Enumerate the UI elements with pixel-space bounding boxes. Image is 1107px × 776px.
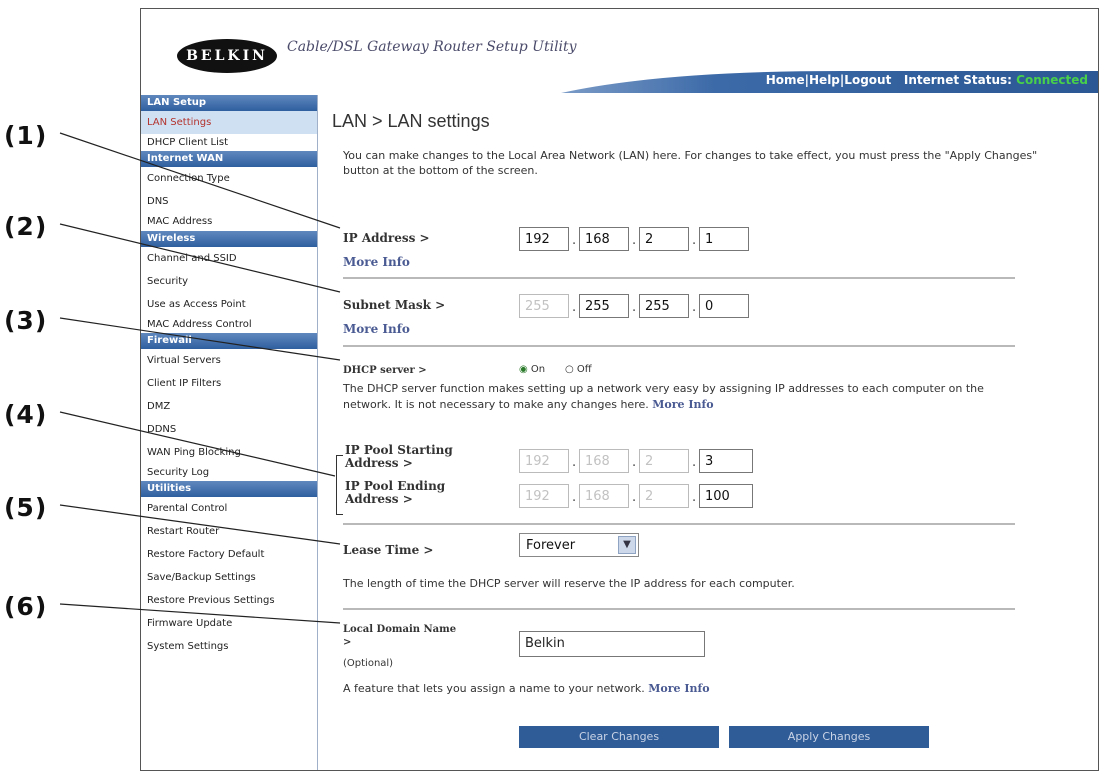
ip-octet-2[interactable]: 168 — [579, 227, 629, 251]
sidebar-item-channel-ssid[interactable]: Channel and SSID — [147, 253, 237, 264]
sidebar-item-wan-ping-blocking[interactable]: WAN Ping Blocking — [147, 447, 241, 458]
ip-dot: . — [572, 233, 577, 248]
domain-label — [343, 623, 456, 649]
pool-dot: . — [632, 490, 637, 505]
subnet-octet-2[interactable]: 255 — [579, 294, 629, 318]
annotation-3: (3) — [4, 306, 48, 335]
subnet-mask-label: Subnet Mask > — [343, 298, 446, 312]
pool-start-octet-3: 2 — [639, 449, 689, 473]
belkin-logo: BELKIN — [177, 39, 277, 73]
divider — [343, 608, 1015, 610]
utility-title: Cable/DSL Gateway Router Setup Utility — [287, 39, 577, 55]
main-content — [319, 95, 1098, 770]
sidebar-item-security-log[interactable]: Security Log — [147, 467, 210, 478]
home-link[interactable]: Home — [765, 73, 805, 87]
pool-dot: . — [572, 455, 577, 470]
dhcp-off-radio[interactable] — [565, 364, 592, 375]
subnet-octet-3[interactable]: 255 — [639, 294, 689, 318]
sidebar — [141, 95, 318, 770]
ip-octet-4[interactable]: 1 — [699, 227, 749, 251]
sidebar-item-security[interactable]: Security — [147, 276, 189, 287]
internet-status-label: Internet Status: — [903, 73, 1012, 87]
annotation-2: (2) — [4, 212, 48, 241]
pool-start-octet-2: 168 — [579, 449, 629, 473]
subnet-dot: . — [692, 300, 697, 315]
sidebar-section-lan-setup: LAN Setup — [141, 95, 317, 111]
dhcp-more-info-link[interactable]: More Info — [652, 398, 714, 411]
router-setup-window — [140, 8, 1099, 771]
annotation-4: (4) — [4, 400, 48, 429]
subnet-dot: . — [572, 300, 577, 315]
sidebar-item-parental-control[interactable]: Parental Control — [147, 503, 228, 514]
domain-optional-text: (Optional) — [343, 658, 394, 669]
dhcp-server-label: DHCP server > — [343, 365, 427, 376]
annotation-5: (5) — [4, 493, 48, 522]
sidebar-section-wireless: Wireless — [141, 231, 317, 247]
chevron-down-icon[interactable]: ▼ — [618, 536, 636, 554]
radio-unselected-icon: ○ — [565, 364, 574, 375]
sidebar-item-lan-settings[interactable]: LAN Settings — [141, 111, 317, 134]
pool-end-octet-4[interactable]: 100 — [699, 484, 753, 508]
pool-dot: . — [692, 455, 697, 470]
top-links: Home|Help|Logout Internet Status: Connected — [765, 73, 1088, 87]
sidebar-item-system-settings[interactable]: System Settings — [147, 641, 229, 652]
sidebar-item-restore-previous-settings[interactable]: Restore Previous Settings — [147, 595, 275, 606]
dhcp-on-radio[interactable] — [519, 364, 545, 375]
sidebar-item-client-ip-filters[interactable]: Client IP Filters — [147, 378, 222, 389]
pool-end-label-line1: IP Pool Ending — [345, 479, 446, 493]
domain-label-line1: Local Domain Name — [343, 624, 457, 635]
sidebar-item-access-point[interactable]: Use as Access Point — [147, 299, 246, 310]
sidebar-item-dmz[interactable]: DMZ — [147, 401, 171, 412]
annotation-1: (1) — [4, 121, 48, 150]
pool-end-label-line2: Address > — [345, 492, 413, 506]
subnet-octet-4[interactable]: 0 — [699, 294, 749, 318]
dhcp-description — [343, 381, 1033, 413]
sidebar-item-restore-factory-default[interactable]: Restore Factory Default — [147, 549, 265, 560]
sidebar-item-virtual-servers[interactable]: Virtual Servers — [147, 355, 221, 366]
sidebar-item-firmware-update[interactable]: Firmware Update — [147, 618, 233, 629]
pool-start-octet-4[interactable]: 3 — [699, 449, 753, 473]
annotation-6: (6) — [4, 592, 48, 621]
domain-more-info-link[interactable]: More Info — [648, 682, 710, 695]
sidebar-item-dns[interactable]: DNS — [147, 196, 169, 207]
sidebar-item-save-backup-settings[interactable]: Save/Backup Settings — [147, 572, 256, 583]
sidebar-section-utilities: Utilities — [141, 481, 317, 497]
divider — [343, 345, 1015, 347]
dhcp-off-label: Off — [576, 364, 592, 375]
pool-dot: . — [572, 490, 577, 505]
lease-time-select[interactable] — [519, 533, 639, 557]
apply-changes-button[interactable]: Apply Changes — [729, 726, 929, 748]
sidebar-section-internet-wan: Internet WAN — [141, 151, 317, 167]
dhcp-on-label: On — [530, 364, 546, 375]
ip-address-more-info-link[interactable]: More Info — [343, 255, 410, 269]
pool-end-octet-1: 192 — [519, 484, 569, 508]
ip-octet-3[interactable]: 2 — [639, 227, 689, 251]
pool-start-label-line1: IP Pool Starting — [345, 443, 453, 457]
pool-dot: . — [632, 455, 637, 470]
sidebar-section-firewall: Firewall — [141, 333, 317, 349]
internet-status-value: Connected — [1016, 73, 1088, 87]
ip-dot: . — [632, 233, 637, 248]
domain-description — [343, 681, 710, 697]
domain-name-input[interactable]: Belkin — [519, 631, 705, 657]
lease-time-label: Lease Time > — [343, 543, 434, 557]
sidebar-item-connection-type[interactable]: Connection Type — [147, 173, 230, 184]
pool-start-label-line2: Address > — [345, 456, 413, 470]
clear-changes-button[interactable]: Clear Changes — [519, 726, 719, 748]
logout-link[interactable]: Logout — [844, 73, 892, 87]
pool-dot: . — [692, 490, 697, 505]
pool-start-octet-1: 192 — [519, 449, 569, 473]
ip-address-label: IP Address > — [343, 231, 430, 245]
page-title: LAN > LAN settings — [332, 111, 490, 131]
domain-label-line2: > — [343, 637, 352, 648]
pool-end-label — [345, 480, 445, 506]
lease-time-value: Forever — [526, 538, 576, 553]
sidebar-item-mac-address[interactable]: MAC Address — [147, 216, 213, 227]
sidebar-item-dhcp-client-list[interactable]: DHCP Client List — [147, 137, 229, 148]
sidebar-item-mac-address-control[interactable]: MAC Address Control — [147, 319, 252, 330]
subnet-mask-more-info-link[interactable]: More Info — [343, 322, 410, 336]
subnet-octet-1: 255 — [519, 294, 569, 318]
sidebar-item-ddns[interactable]: DDNS — [147, 424, 177, 435]
domain-description-text: A feature that lets you assign a name to your network. — [343, 682, 645, 695]
ip-dot: . — [692, 233, 697, 248]
sidebar-item-restart-router[interactable]: Restart Router — [147, 526, 220, 537]
subnet-dot: . — [632, 300, 637, 315]
intro-text: You can make changes to the Local Area Network (LAN) here. For changes to take effect, you must press the "Apply Changes" button at the bottom of the screen. — [343, 149, 1038, 177]
radio-selected-icon: ◉ — [519, 364, 528, 375]
divider — [343, 277, 1015, 279]
ip-octet-1[interactable]: 192 — [519, 227, 569, 251]
divider — [343, 523, 1015, 525]
help-link[interactable]: Help — [809, 73, 840, 87]
pool-end-octet-2: 168 — [579, 484, 629, 508]
pool-bracket — [336, 455, 343, 515]
dhcp-description-text: The DHCP server function makes setting up a network very easy by assigning IP addresses to each computer on the network. It is not necessary to make any changes here. — [343, 382, 984, 411]
lease-description: The length of time the DHCP server will reserve the IP address for each computer. — [343, 577, 795, 590]
header — [141, 9, 1098, 94]
pool-end-octet-3: 2 — [639, 484, 689, 508]
pool-start-label — [345, 444, 453, 470]
